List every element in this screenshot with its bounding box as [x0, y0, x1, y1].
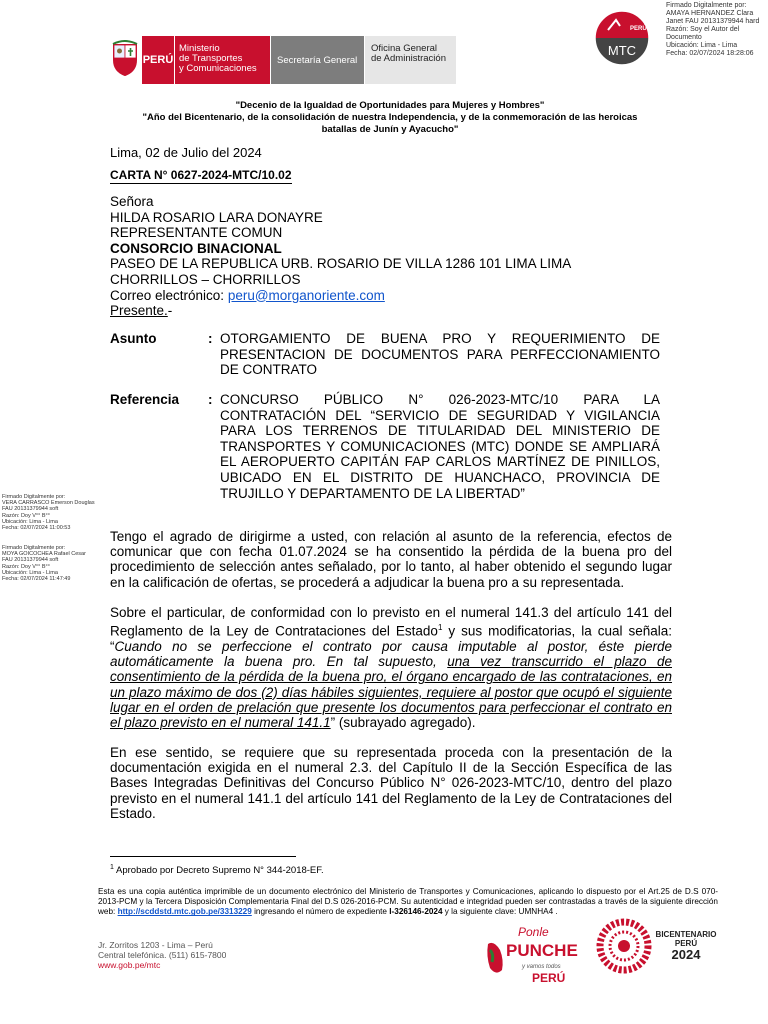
referencia-label: Referencia — [110, 392, 180, 407]
footnote-ref: 1 — [437, 623, 443, 633]
expediente-number: I-326146-2024 — [389, 907, 443, 917]
asunto-label: Asunto — [110, 331, 157, 346]
signature-line: Fecha: 02/07/2024 11:00:53 — [2, 525, 71, 532]
signature-line: Janet FAU 20131379944 hard — [666, 18, 760, 25]
bicentenario-logo-icon — [596, 918, 652, 974]
bicentenario-line-1: BICENTENARIO — [655, 930, 717, 939]
asunto-row — [110, 331, 660, 378]
p2-part3: ” (subrayado agregado). — [330, 714, 476, 730]
decenio-line-3: batallas de Junín y Ayacucho" — [321, 124, 459, 135]
asunto-colon: : — [208, 331, 213, 346]
presente-suffix: - — [167, 303, 173, 319]
asunto-text: OTORGAMIENTO DE BUENA PRO Y REQUERIMIENTO DE PRESENTACION DE DOCUMENTOS PARA PERFECCIONAMIENTO DE CONTRATO — [220, 331, 660, 378]
footnote-text: Aprobado por Decreto Supremo N° 344-2018-EF. — [113, 865, 324, 877]
signature-line: FAU 20131379944 soft — [2, 557, 59, 564]
mtc-logo-icon — [590, 8, 658, 66]
address-line-2: Central telefónica. (511) 615-7800 — [98, 950, 227, 960]
bicentenario-line-2: PERÚ — [674, 939, 698, 948]
clave-code: UMNHA4 — [518, 907, 554, 917]
carta-number: CARTA N° 0627-2024-MTC/10.02 — [110, 168, 292, 182]
signature-line: Razón: Soy el Autor del — [666, 26, 740, 33]
ministry-header — [110, 36, 456, 84]
bicentenario-year: 2024 — [671, 947, 701, 962]
signature-line: VERA CARRASCO Emerson Douglas — [2, 500, 95, 507]
mtc-logo-text: MTC — [607, 43, 637, 58]
ponle-punche-logo-icon — [484, 920, 588, 988]
footnote-mark: 1 — [110, 864, 114, 871]
legal-text-3: y la siguiente clave: — [442, 907, 519, 917]
presente: Presente. — [110, 303, 168, 319]
signature-line: Fecha: 02/07/2024 11:47:49 — [2, 576, 71, 583]
signature-line: Firmado Digitalmente por: — [2, 494, 66, 500]
email-link[interactable]: peru@morganoriente.com — [227, 287, 385, 303]
referencia-colon: : — [208, 392, 213, 407]
oficina-general — [364, 36, 456, 84]
ministry-name — [174, 36, 270, 84]
paragraph-2 — [110, 605, 672, 730]
p2-part2: y sus modificatorias, la cual señala: “ — [110, 623, 672, 654]
signature-line: Ubicación: Lima - Lima — [666, 42, 738, 49]
recipient-name: HILDA ROSARIO LARA DONAYRE — [110, 209, 323, 225]
ministry-line-1: Ministerio — [179, 43, 220, 54]
recipient-block — [110, 194, 660, 319]
slogan-word: y vamos todos — [522, 964, 561, 970]
signature-line: Firmado Digitalmente por: — [2, 545, 66, 551]
footer-address — [98, 940, 226, 970]
referencia-text: CONCURSO PÚBLICO N° 026-2023-MTC/10 PARA LA CONTRATACIÓN DEL “SERVICIO DE SEGURIDAD Y VIGILANCIA PARA LOS TERRENOS DE TITULARIDAD DEL MINISTERIO DE TRANSPORTES Y COMUNICACIONES (MTC) DONDE SE AMPLIARÁ EL AEROPUERTO CAPITÁN FAP CARLOS MARTÍNEZ DE PINILLOS, UBICADO EN EL DISTRITO DE HUANCHACO, PROVINCIA DE TRUJILLO Y DEPARTAMENTO DE LA LIBERTAD” — [220, 392, 660, 501]
authenticity-notice — [98, 887, 718, 918]
recipient-email-line — [110, 288, 660, 304]
decenio-line-2: "Año del Bicentenario, de la consolidación de nuestra Independencia, y de la conmemoración de las heroicas — [142, 112, 638, 123]
ministry-line-3: y Comunicaciones — [179, 63, 257, 74]
signature-line: Razón: Doy V°° B°° — [2, 563, 50, 570]
verification-link[interactable]: http://scddstd.mtc.gob.pe/3313229 — [117, 907, 252, 917]
signature-line: FAU 20131379944 soft — [2, 506, 59, 513]
digital-signature-left-2 — [2, 545, 104, 582]
footnote-divider — [110, 856, 296, 857]
signature-line: Fecha: 02/07/2024 18:28:06 — [666, 50, 754, 57]
secretaria-general: Secretaría General — [270, 36, 364, 84]
legal-text-1: Esta es una copia auténtica imprimible de un documento electrónico del Ministerio de Transportes y Comunicaciones, aplicando lo dispuesto por el Art.25 de D.S 070-2013-PCM y la Tercera Disposición Complementaria Final del D.S 026-2016-PCM. Su autenticidad e integridad pueden ser contrastadas a través de la siguiente dirección web: — [98, 887, 718, 917]
legal-text-4: . — [553, 907, 558, 917]
salutation: Señora — [110, 194, 154, 209]
recipient-street: PASEO DE LA REPUBLICA URB. ROSARIO DE VILLA 1286 101 LIMA LIMA — [110, 256, 572, 272]
signature-line: Firmado Digitalmente por: — [666, 2, 747, 9]
coat-of-arms-icon — [110, 36, 140, 80]
signature-line: Razón: Doy V°° B°° — [2, 512, 50, 519]
presente-line — [110, 303, 660, 319]
bicentenario-label — [654, 930, 718, 962]
legal-text-2: ingresando el número de expediente — [251, 907, 390, 917]
email-label: Correo electrónico: — [110, 287, 228, 303]
decenio-line-1: "Decenio de la Igualdad de Oportunidades para Mujeres y Hombres" — [235, 100, 545, 111]
paragraph-1: Tengo el agrado de dirigirme a usted, con relación al asunto de la referencia, efectos de comunicar que con fecha 01.07.2024 se ha consentido la pérdida de la buena pro del procedimiento de selección antes señalado, por lo tanto, al haber obtenido el segundo lugar en la calificación de ofertas, se procederá a adjudicar la buena pro a su representada. — [110, 529, 672, 590]
mtc-logo-peru: PERÚ — [630, 26, 647, 32]
signature-line: Ubicación: Lima - Lima — [2, 569, 58, 576]
p2-quote: Cuando no se perfeccione el contrato por causa imputable al postor, éste pierde automáticamente la buena pro. En tal supuesto, — [110, 638, 672, 670]
peru-word: PERÚ — [532, 971, 566, 985]
address-line-1: Jr. Zorritos 1203 - Lima – Perú — [98, 940, 213, 950]
website-link[interactable]: www.gob.pe/mtc — [98, 960, 161, 970]
p2-part1: Sobre el particular, de conformidad con lo previsto en el numeral 141.3 del artículo 141 del Reglamento de la Ley de Contrataciones del Estado — [110, 605, 672, 639]
peru-label: PERÚ — [142, 36, 174, 84]
ponle-word: Ponle — [518, 925, 549, 939]
decenio-header — [100, 100, 680, 136]
recipient-company: CONSORCIO BINACIONAL — [110, 240, 282, 256]
signature-line: Documento — [666, 34, 702, 41]
letter-date: Lima, 02 de Julio del 2024 — [110, 145, 262, 160]
paragraph-3: En ese sentido, se requiere que su representada proceda con la presentación de la documentación exigida en el numeral 2.3. del Capítulo II de la Sección Específica de las Bases Integradas Definitivas del Concurso Público N° 026-2023-MTC/10, dentro del plazo previsto en el numeral 141.1 del artículo 141 del Reglamento de la Ley de Contrataciones del Estado. — [110, 745, 672, 821]
signature-line: AMAYA HERNANDEZ Clara — [666, 10, 754, 17]
footnote — [110, 864, 324, 876]
signature-line: MOYA GOICOCHEA Rafael Cesar — [2, 551, 86, 558]
recipient-district: CHORRILLOS – CHORRILLOS — [110, 271, 301, 287]
referencia-row — [110, 392, 660, 501]
p2-quote-underlined: una vez transcurrido el plazo de consentimiento de la pérdida de la buena pro, el órgano encargado de las contrataciones, en un plazo máximo de dos (2) días hábiles siguientes, requiere al postor que ocupó el siguiente lugar en el orden de prelación que presente los documentos para perfeccionar el contrato en el plazo previsto en el numeral 141.1 — [110, 654, 672, 730]
oficina-line-1: Oficina General — [371, 43, 438, 54]
ministry-line-2: de Transportes — [179, 53, 243, 64]
signature-line: Ubicación: Lima - Lima — [2, 518, 58, 525]
digital-signature-left-1 — [2, 494, 104, 531]
digital-signature-top — [666, 2, 766, 58]
oficina-line-2: de Administración — [371, 53, 446, 64]
punche-word: PUNCHE — [506, 941, 578, 960]
recipient-role: REPRESENTANTE COMUN — [110, 225, 283, 241]
